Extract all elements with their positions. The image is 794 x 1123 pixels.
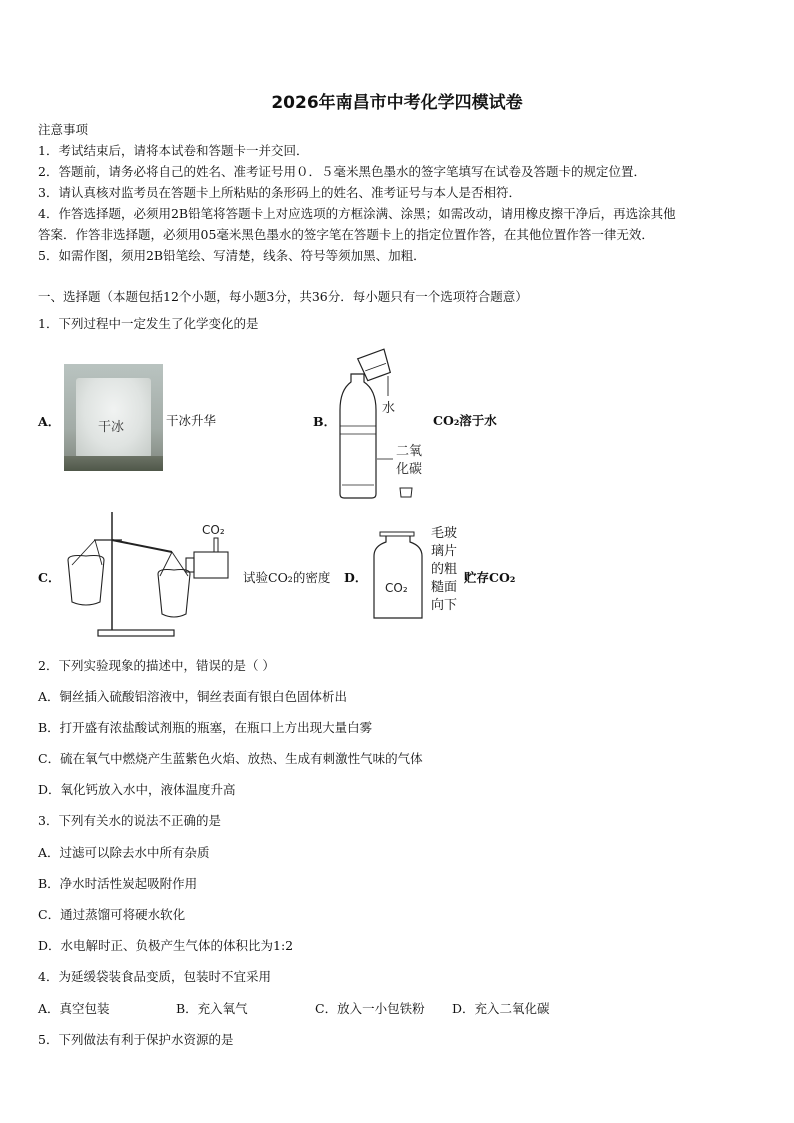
question-2-stem: 2．下列实验现象的描述中，错误的是（ ）: [38, 658, 275, 673]
notice-item-3: 3．请认真核对监考员在答题卡上所粘贴的条形码上的姓名、准考证号与本人是否相符．: [38, 185, 521, 200]
notice-item-4-cont: 答案．作答非选择题，必须用05毫米黑色墨水的签字笔在答题卡上的指定位置作答，在其他位置作答一律无效．: [38, 227, 654, 242]
q1-option-b-letter: B．: [313, 414, 337, 429]
question-3-stem: 3．下列有关水的说法不正确的是: [38, 813, 221, 828]
page-title: 2026年南昌市中考化学四模试卷: [271, 93, 523, 113]
glass-note-1: 毛玻: [431, 526, 458, 541]
q4-option-c: C．放入一小包铁粉: [315, 1001, 425, 1016]
glass-note-3: 的粗: [431, 562, 458, 577]
glass-note-4: 糙面: [431, 580, 458, 595]
q1-option-b-caption: CO₂溶于水: [433, 413, 497, 428]
balance-diagram: [62, 510, 242, 640]
co2-label-line1: 二氧: [396, 444, 423, 459]
notice-item-4: 4．作答选择题，必须用2B铅笔将答题卡上对应选项的方框涂满、涂黑；如需改动，请用橡皮擦干净后，再选涂其他: [38, 206, 676, 221]
q2-option-d: D．氧化钙放入水中，液体温度升高: [38, 782, 236, 797]
q3-option-a: A．过滤可以除去水中所有杂质: [38, 845, 210, 860]
notice-item-2: 2．答题前，请务必将自己的姓名、准考证号用０．５毫米黑色墨水的签字笔填写在试卷及答题卡的规定位置．: [38, 164, 646, 179]
notice-heading: 注意事项: [38, 122, 89, 137]
q1-option-d-letter: D．: [344, 570, 368, 585]
dry-ice-photo: [64, 364, 163, 471]
co2-gas-label: CO₂: [202, 523, 225, 537]
q1-option-c-caption: 试验CO₂的密度: [243, 570, 331, 585]
section-heading: 一、选择题（本题包括12个小题，每小题3分，共36分．每小题只有一个选项符合题意）: [38, 289, 528, 304]
q4-option-b: B．充入氧气: [176, 1001, 248, 1016]
co2-label-line2: 化碳: [396, 462, 423, 477]
q4-option-a: A．真空包装: [38, 1001, 110, 1016]
q2-option-c: C．硫在氧气中燃烧产生蓝紫色火焰、放热、生成有刺激性气味的气体: [38, 751, 423, 766]
q3-option-d: D．水电解时正、负极产生气体的体积比为1:2: [38, 938, 294, 953]
glass-note-2: 璃片: [431, 544, 458, 559]
notice-item-1: 1．考试结束后，请将本试卷和答题卡一并交回．: [38, 143, 309, 158]
q4-option-d: D．充入二氧化碳: [452, 1001, 550, 1016]
question-5-stem: 5．下列做法有利于保护水资源的是: [38, 1032, 234, 1047]
gas-jar-diagram: [370, 530, 430, 620]
water-label: 水: [382, 401, 396, 416]
q3-option-b: B．净水时活性炭起吸附作用: [38, 876, 198, 891]
question-4-stem: 4．为延缓袋装食品变质，包装时不宜采用: [38, 969, 271, 984]
q1-option-c-letter: C．: [38, 570, 61, 585]
q1-option-a-letter: A．: [38, 414, 61, 429]
q2-option-a: A．铜丝插入硫酸铝溶液中，铜丝表面有银白色固体析出: [38, 689, 348, 704]
glass-note-5: 向下: [431, 598, 458, 613]
notice-item-5: 5．如需作图，须用2B铅笔绘、写清楚，线条、符号等须加黑、加粗．: [38, 248, 426, 263]
q1-option-d-caption: 贮存CO₂: [464, 570, 516, 585]
jar-co2-label: CO₂: [385, 581, 408, 595]
q1-option-a-caption: 干冰升华: [166, 413, 217, 428]
bottle-diagram: [330, 342, 440, 502]
dry-ice-label: 干冰: [98, 420, 125, 435]
q2-option-b: B．打开盛有浓盐酸试剂瓶的瓶塞，在瓶口上方出现大量白雾: [38, 720, 373, 735]
q3-option-c: C．通过蒸馏可将硬水软化: [38, 907, 186, 922]
question-1-stem: 1．下列过程中一定发生了化学变化的是: [38, 316, 259, 331]
